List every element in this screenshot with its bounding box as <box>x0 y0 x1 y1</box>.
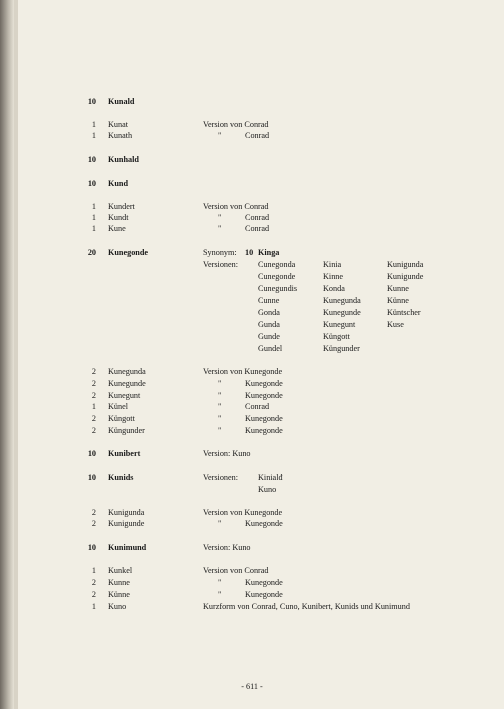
entry-name: Kunkel <box>108 566 133 575</box>
entry-info: Conrad <box>245 224 270 233</box>
entry-count: 20 <box>87 248 96 257</box>
entry-name: Kunegunt <box>108 391 141 400</box>
version-item: Kunegunda <box>323 296 361 305</box>
version-item: Kuno <box>258 485 277 494</box>
entry-info: Conrad <box>245 213 270 222</box>
entry-count: 10 <box>87 543 96 552</box>
entry-name: Küngott <box>108 414 135 423</box>
entry-info: Conrad <box>245 131 270 140</box>
entry-info: Kunegonde <box>245 379 283 388</box>
entry-name: Kundert <box>108 202 135 211</box>
entry-name: Kuno <box>108 602 127 611</box>
entry-name: Kunne <box>108 578 130 587</box>
version-item: Kinia <box>323 260 342 269</box>
entry-count: 1 <box>91 602 96 611</box>
entry-name: Kunat <box>108 120 129 129</box>
entry-info: Conrad <box>245 402 270 411</box>
entry-info: Version: Kuno <box>203 449 251 458</box>
version-item: Küngunder <box>323 344 360 353</box>
entry-info: Kunegonde <box>245 590 283 599</box>
entry-name: Kune <box>108 224 126 233</box>
ditto-mark: " <box>218 519 222 528</box>
versions-label: Versionen: <box>203 260 239 269</box>
ditto-mark: " <box>218 379 222 388</box>
entry-name: Kunibert <box>108 449 141 458</box>
entry-name: Künne <box>108 590 130 599</box>
version-item: Gunda <box>258 320 280 329</box>
ditto-mark: " <box>218 131 222 140</box>
entry-name: Kunimund <box>108 543 147 552</box>
entry-info: Version von Kunegonde <box>203 367 283 376</box>
version-item: Küngott <box>323 332 350 341</box>
entry-count: 2 <box>91 414 96 423</box>
entry-info: Kunegonde <box>245 426 283 435</box>
entry-count: 1 <box>91 224 96 233</box>
entry-count: 2 <box>91 379 96 388</box>
version-item: Konda <box>323 284 345 293</box>
entry-name: Kunald <box>108 97 135 106</box>
entry-info: Kunegonde <box>245 519 283 528</box>
entry-count: 2 <box>91 426 96 435</box>
entry-name: Kunigunda <box>108 508 145 517</box>
version-item: Kunigunde <box>387 272 424 281</box>
entry-count: 2 <box>91 391 96 400</box>
entry-info: Kurzform von Conrad, Cuno, Kunibert, Kunids und Kunimund <box>203 602 410 611</box>
entry-info: Version: Kuno <box>203 543 251 552</box>
entry-count: 2 <box>91 508 96 517</box>
entry-name: Kunigunde <box>108 519 145 528</box>
entry-info: Version von Conrad <box>203 202 269 211</box>
version-item: Küntscher <box>387 308 421 317</box>
entry-name: Küngunder <box>108 426 145 435</box>
entry-count: 2 <box>91 590 96 599</box>
entry-name: Kunhald <box>108 155 139 164</box>
entry-name: Kunegunde <box>108 379 146 388</box>
version-item: Cunegonde <box>258 272 296 281</box>
version-item: Kinialđ <box>258 473 283 482</box>
ditto-mark: " <box>218 578 222 587</box>
entry-count: 1 <box>91 402 96 411</box>
entry-name: Kundt <box>108 213 129 222</box>
version-item: Cunegonda <box>258 260 296 269</box>
entry-name: Kund <box>108 179 129 188</box>
version-item: Kunigunda <box>387 260 424 269</box>
entry-count: 1 <box>91 202 96 211</box>
ditto-mark: " <box>218 224 222 233</box>
version-item: Kunegunde <box>323 308 361 317</box>
entry-count: 10 <box>87 473 96 482</box>
entry-name: Kunids <box>108 473 134 482</box>
synonym-count: 10 <box>245 248 254 257</box>
ditto-mark: " <box>218 402 222 411</box>
ditto-mark: " <box>218 391 222 400</box>
version-item: Cunne <box>258 296 280 305</box>
entry-count: 10 <box>87 155 96 164</box>
entry-info: Version von Conrad <box>203 120 269 129</box>
ditto-mark: " <box>218 213 222 222</box>
entry-info: Kunegonde <box>245 578 283 587</box>
entry-name: Kunegonde <box>108 248 149 257</box>
version-item: Gunde <box>258 332 280 341</box>
version-item: Kuse <box>387 320 404 329</box>
entry-count: 1 <box>91 131 96 140</box>
version-item: Cunegundis <box>258 284 298 293</box>
version-item: Gonda <box>258 308 280 317</box>
version-item: Gundel <box>258 344 283 353</box>
entry-count: 2 <box>91 578 96 587</box>
entry-count: 1 <box>91 213 96 222</box>
entry-name: Kunath <box>108 131 133 140</box>
entry-info: Kunegonde <box>245 414 283 423</box>
entry-info: Version von Kunegonde <box>203 508 283 517</box>
entry-count: 2 <box>91 519 96 528</box>
synonym-label: Synonym: <box>203 248 237 257</box>
entry-name: Kunegunda <box>108 367 146 376</box>
entry-count: 2 <box>91 367 96 376</box>
entry-info: Kunegonde <box>245 391 283 400</box>
ditto-mark: " <box>218 590 222 599</box>
entry-count: 10 <box>87 97 96 106</box>
version-item: Künne <box>387 296 409 305</box>
version-item: Kunne <box>387 284 409 293</box>
page-number: - 611 - <box>241 682 263 691</box>
entry-info: Version von Conrad <box>203 566 269 575</box>
entry-name: Künel <box>108 402 129 411</box>
version-item: Kunegunt <box>323 320 356 329</box>
ditto-mark: " <box>218 414 222 423</box>
entry-count: 1 <box>91 120 96 129</box>
ditto-mark: " <box>218 426 222 435</box>
entry-count: 1 <box>91 566 96 575</box>
synonym-name: Kinga <box>258 248 280 257</box>
version-item: Kinne <box>323 272 344 281</box>
entry-count: 10 <box>87 449 96 458</box>
versions-label: Versionen: <box>203 473 239 482</box>
entry-count: 10 <box>87 179 96 188</box>
